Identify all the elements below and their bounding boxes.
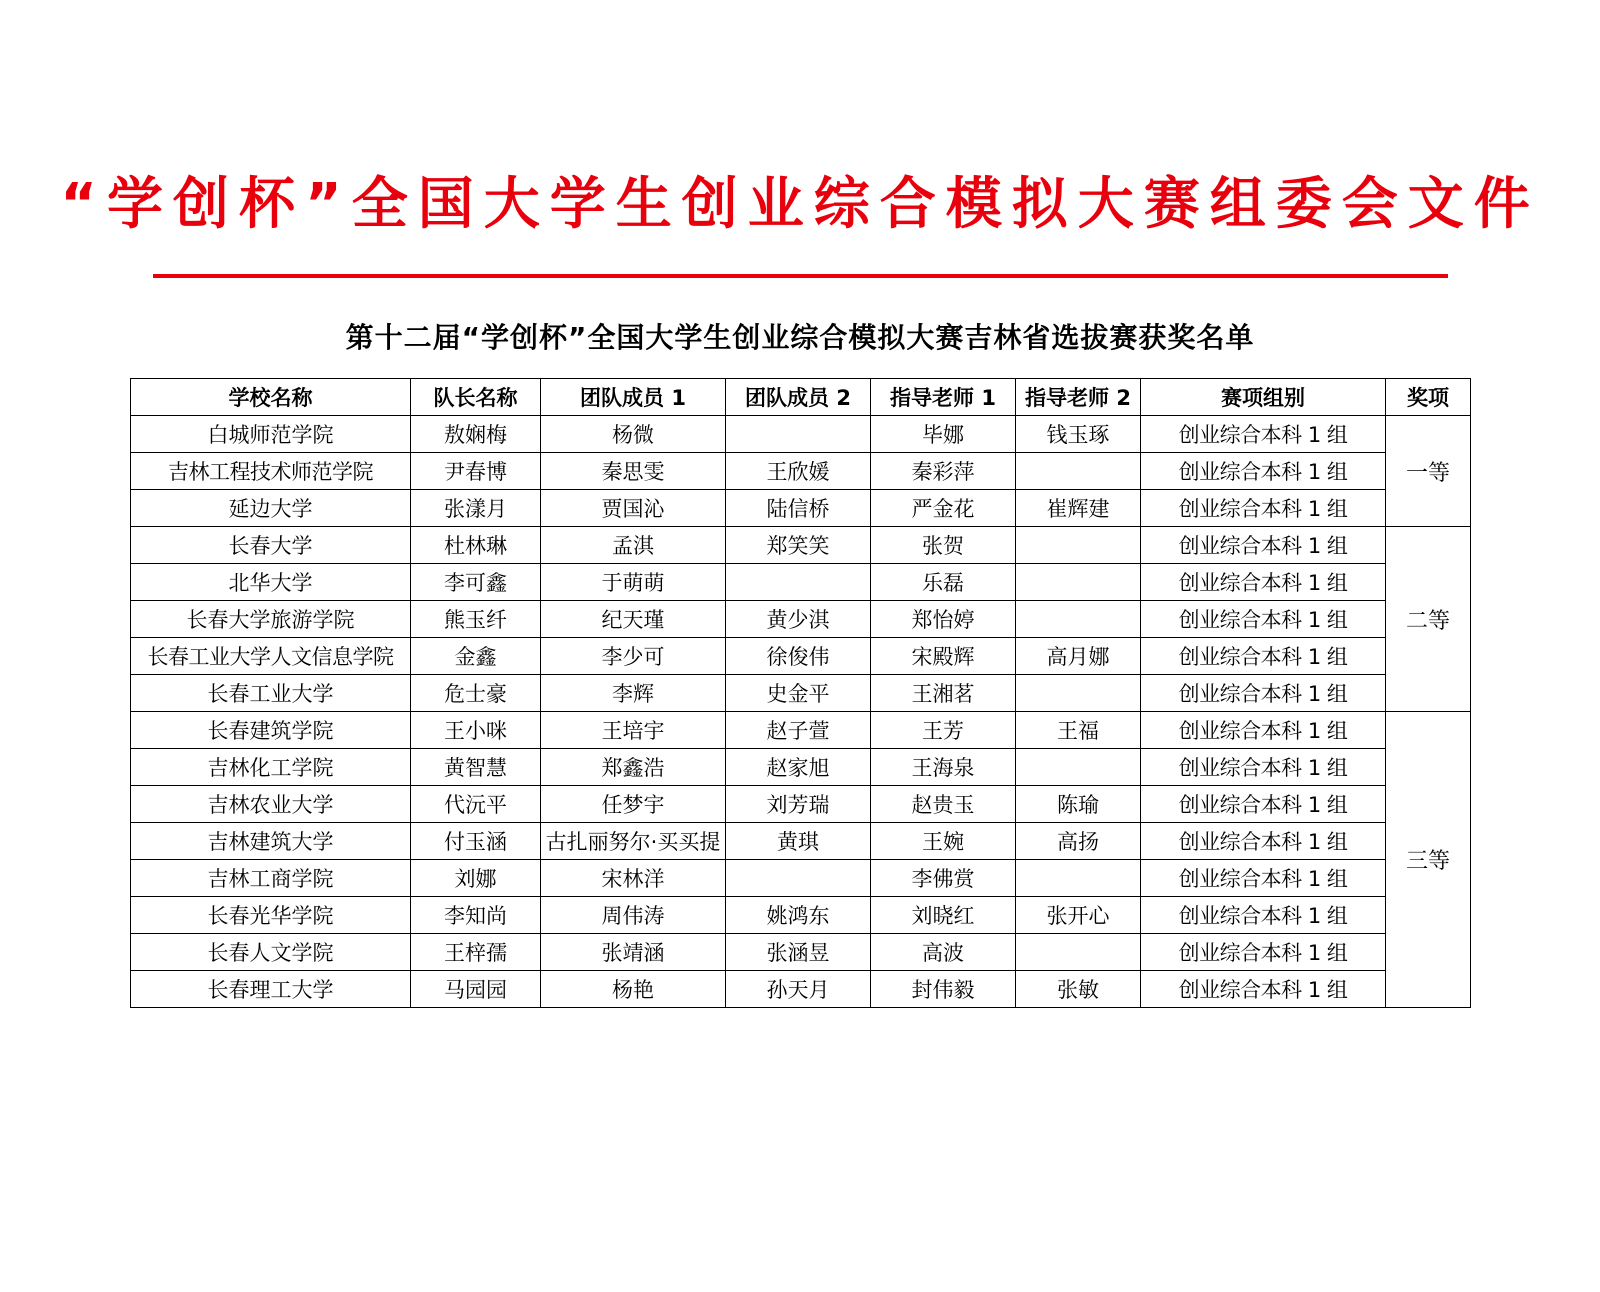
leader-cell: 王梓孺 <box>411 934 541 971</box>
member1-cell: 李少可 <box>541 638 726 675</box>
member2-cell: 黄琪 <box>726 823 871 860</box>
member2-cell: 姚鸿东 <box>726 897 871 934</box>
group-cell: 创业综合本科 1 组 <box>1141 786 1386 823</box>
teacher1-cell: 李佛赏 <box>871 860 1016 897</box>
teacher2-cell: 钱玉琢 <box>1016 416 1141 453</box>
teacher2-cell: 崔辉建 <box>1016 490 1141 527</box>
column-header-member2: 团队成员 2 <box>726 379 871 416</box>
teacher2-cell <box>1016 860 1141 897</box>
group-cell: 创业综合本科 1 组 <box>1141 416 1386 453</box>
group-cell: 创业综合本科 1 组 <box>1141 749 1386 786</box>
group-cell: 创业综合本科 1 组 <box>1141 564 1386 601</box>
teacher1-cell: 刘晓红 <box>871 897 1016 934</box>
teacher2-cell: 高扬 <box>1016 823 1141 860</box>
school-cell: 白城师范学院 <box>131 416 411 453</box>
group-cell: 创业综合本科 1 组 <box>1141 453 1386 490</box>
leader-cell: 金鑫 <box>411 638 541 675</box>
leader-cell: 王小咪 <box>411 712 541 749</box>
award-cell: 三等 <box>1386 712 1471 1008</box>
table-row <box>131 490 1471 527</box>
school-cell: 长春人文学院 <box>131 934 411 971</box>
group-cell: 创业综合本科 1 组 <box>1141 860 1386 897</box>
school-cell: 长春建筑学院 <box>131 712 411 749</box>
teacher1-cell: 王婉 <box>871 823 1016 860</box>
table-row <box>131 638 1471 675</box>
member2-cell: 刘芳瑞 <box>726 786 871 823</box>
teacher2-cell: 高月娜 <box>1016 638 1141 675</box>
column-header-teacher1: 指导老师 1 <box>871 379 1016 416</box>
teacher1-cell: 王芳 <box>871 712 1016 749</box>
member2-cell: 徐俊伟 <box>726 638 871 675</box>
member1-cell: 李辉 <box>541 675 726 712</box>
teacher2-cell: 张开心 <box>1016 897 1141 934</box>
teacher2-cell <box>1016 934 1141 971</box>
award-cell: 一等 <box>1386 416 1471 527</box>
masthead-divider <box>153 274 1448 278</box>
member2-cell <box>726 564 871 601</box>
member1-cell: 周伟涛 <box>541 897 726 934</box>
table-row <box>131 564 1471 601</box>
teacher1-cell: 赵贵玉 <box>871 786 1016 823</box>
member1-cell: 古扎丽努尔·买买提 <box>541 823 726 860</box>
school-cell: 长春工业大学 <box>131 675 411 712</box>
table-row <box>131 527 1471 564</box>
leader-cell: 马园园 <box>411 971 541 1008</box>
group-cell: 创业综合本科 1 组 <box>1141 490 1386 527</box>
school-cell: 吉林建筑大学 <box>131 823 411 860</box>
group-cell: 创业综合本科 1 组 <box>1141 527 1386 564</box>
member1-cell: 任梦宇 <box>541 786 726 823</box>
table-row <box>131 860 1471 897</box>
award-cell: 二等 <box>1386 527 1471 712</box>
teacher2-cell <box>1016 564 1141 601</box>
leader-cell: 李知尚 <box>411 897 541 934</box>
teacher2-cell: 陈瑜 <box>1016 786 1141 823</box>
school-cell: 吉林工程技术师范学院 <box>131 453 411 490</box>
teacher1-cell: 封伟毅 <box>871 971 1016 1008</box>
school-cell: 长春理工大学 <box>131 971 411 1008</box>
teacher1-cell: 宋殿辉 <box>871 638 1016 675</box>
member2-cell: 王欣媛 <box>726 453 871 490</box>
member1-cell: 杨微 <box>541 416 726 453</box>
member1-cell: 纪天瑾 <box>541 601 726 638</box>
leader-cell: 熊玉纤 <box>411 601 541 638</box>
document-subtitle: 第十二届“学创杯”全国大学生创业综合模拟大赛吉林省选拔赛获奖名单 <box>345 321 1255 354</box>
school-cell: 吉林化工学院 <box>131 749 411 786</box>
school-cell: 延边大学 <box>131 490 411 527</box>
teacher1-cell: 郑怡婷 <box>871 601 1016 638</box>
leader-cell: 危士豪 <box>411 675 541 712</box>
table-row <box>131 601 1471 638</box>
award-table-wrapper <box>130 378 1470 1008</box>
table-row <box>131 934 1471 971</box>
table-row <box>131 416 1471 453</box>
school-cell: 吉林农业大学 <box>131 786 411 823</box>
column-header-member1: 团队成员 1 <box>541 379 726 416</box>
leader-cell: 李可鑫 <box>411 564 541 601</box>
column-header-school: 学校名称 <box>131 379 411 416</box>
member2-cell: 史金平 <box>726 675 871 712</box>
member2-cell: 陆信桥 <box>726 490 871 527</box>
table-header-row <box>131 379 1471 416</box>
leader-cell: 代沅平 <box>411 786 541 823</box>
member1-cell: 秦思雯 <box>541 453 726 490</box>
teacher1-cell: 秦彩萍 <box>871 453 1016 490</box>
member1-cell: 郑鑫浩 <box>541 749 726 786</box>
teacher1-cell: 张贺 <box>871 527 1016 564</box>
member1-cell: 杨艳 <box>541 971 726 1008</box>
group-cell: 创业综合本科 1 组 <box>1141 897 1386 934</box>
school-cell: 长春工业大学人文信息学院 <box>131 638 411 675</box>
table-row <box>131 971 1471 1008</box>
table-row <box>131 712 1471 749</box>
school-cell: 长春光华学院 <box>131 897 411 934</box>
member2-cell <box>726 860 871 897</box>
member2-cell: 张涵昱 <box>726 934 871 971</box>
member2-cell <box>726 416 871 453</box>
group-cell: 创业综合本科 1 组 <box>1141 638 1386 675</box>
table-row <box>131 453 1471 490</box>
column-header-leader: 队长名称 <box>411 379 541 416</box>
school-cell: 长春大学旅游学院 <box>131 601 411 638</box>
leader-cell: 杜林琳 <box>411 527 541 564</box>
member1-cell: 张靖涵 <box>541 934 726 971</box>
award-table <box>130 378 1471 1008</box>
member2-cell: 赵家旭 <box>726 749 871 786</box>
member1-cell: 孟淇 <box>541 527 726 564</box>
school-cell: 吉林工商学院 <box>131 860 411 897</box>
column-header-teacher2: 指导老师 2 <box>1016 379 1141 416</box>
teacher2-cell <box>1016 675 1141 712</box>
member1-cell: 贾国沁 <box>541 490 726 527</box>
table-row <box>131 823 1471 860</box>
group-cell: 创业综合本科 1 组 <box>1141 823 1386 860</box>
member1-cell: 王培宇 <box>541 712 726 749</box>
teacher1-cell: 王湘茗 <box>871 675 1016 712</box>
leader-cell: 尹春博 <box>411 453 541 490</box>
leader-cell: 张漾月 <box>411 490 541 527</box>
teacher2-cell: 张敏 <box>1016 971 1141 1008</box>
school-cell: 长春大学 <box>131 527 411 564</box>
group-cell: 创业综合本科 1 组 <box>1141 712 1386 749</box>
leader-cell: 黄智慧 <box>411 749 541 786</box>
member2-cell: 赵子萱 <box>726 712 871 749</box>
table-row <box>131 897 1471 934</box>
member2-cell: 黄少淇 <box>726 601 871 638</box>
member1-cell: 于萌萌 <box>541 564 726 601</box>
masthead-title: “学创杯”全国大学生创业综合模拟大赛组委会文件 <box>60 172 1540 237</box>
member2-cell: 郑笑笑 <box>726 527 871 564</box>
group-cell: 创业综合本科 1 组 <box>1141 601 1386 638</box>
teacher2-cell <box>1016 749 1141 786</box>
table-row <box>131 675 1471 712</box>
teacher1-cell: 高波 <box>871 934 1016 971</box>
teacher1-cell: 毕娜 <box>871 416 1016 453</box>
award-table-body <box>131 416 1471 1008</box>
table-row <box>131 749 1471 786</box>
group-cell: 创业综合本科 1 组 <box>1141 934 1386 971</box>
column-header-group: 赛项组别 <box>1141 379 1386 416</box>
member1-cell: 宋林洋 <box>541 860 726 897</box>
teacher2-cell: 王福 <box>1016 712 1141 749</box>
teacher2-cell <box>1016 601 1141 638</box>
group-cell: 创业综合本科 1 组 <box>1141 675 1386 712</box>
table-row <box>131 786 1471 823</box>
teacher2-cell <box>1016 453 1141 490</box>
member2-cell: 孙天月 <box>726 971 871 1008</box>
leader-cell: 付玉涵 <box>411 823 541 860</box>
school-cell: 北华大学 <box>131 564 411 601</box>
column-header-award: 奖项 <box>1386 379 1471 416</box>
leader-cell: 敖娴梅 <box>411 416 541 453</box>
teacher2-cell <box>1016 527 1141 564</box>
teacher1-cell: 乐磊 <box>871 564 1016 601</box>
document-page <box>0 160 1600 1292</box>
teacher1-cell: 严金花 <box>871 490 1016 527</box>
teacher1-cell: 王海泉 <box>871 749 1016 786</box>
leader-cell: 刘娜 <box>411 860 541 897</box>
award-table-head <box>131 379 1471 416</box>
group-cell: 创业综合本科 1 组 <box>1141 971 1386 1008</box>
